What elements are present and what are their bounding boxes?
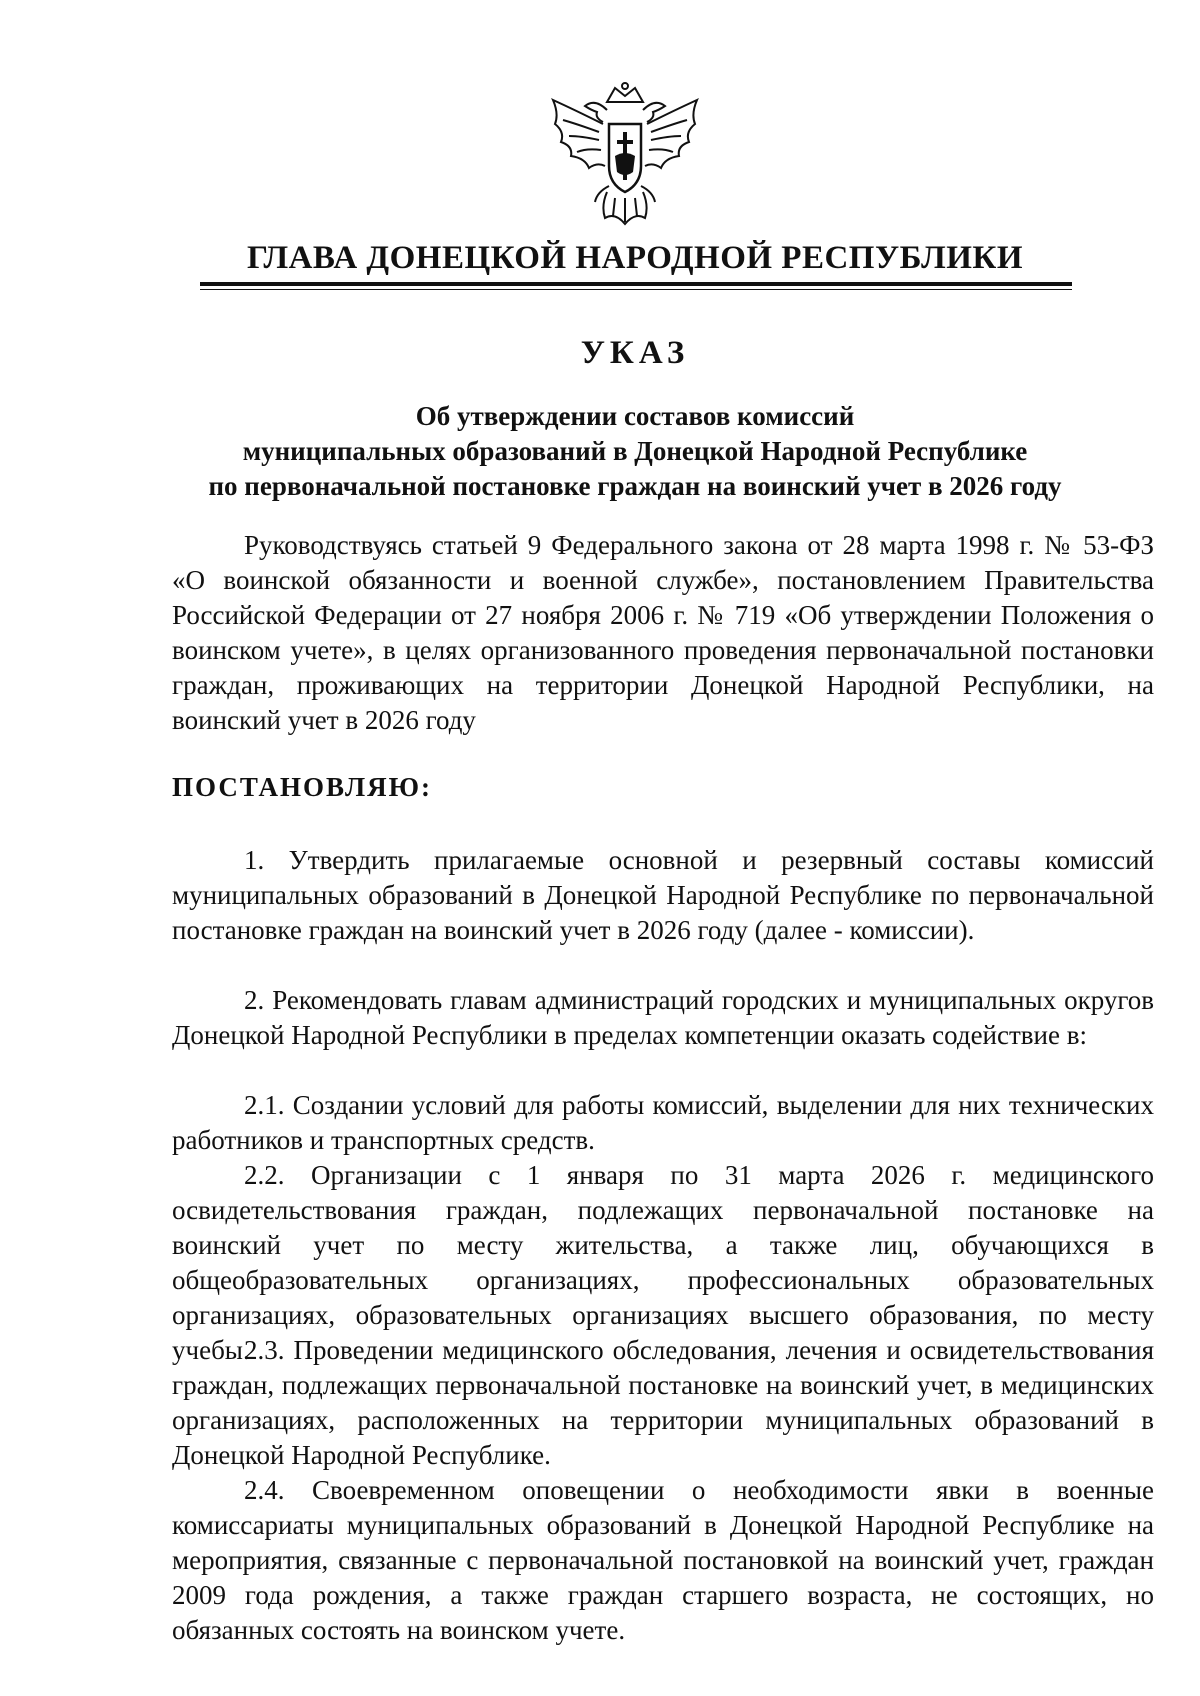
decree-word: ПОСТАНОВЛЯЮ: <box>172 772 432 802</box>
document-title <box>170 399 1100 504</box>
issuing-authority: ГЛАВА ДОНЕЦКОЙ НАРОДНОЙ РЕСПУБЛИКИ <box>246 240 1024 276</box>
clause-2: 2. Рекомендовать главам администраций городских и муниципальных округов Донецкой Народной Республики в пределах компетенции оказать содействие в: <box>172 985 1154 1050</box>
title-line-1: Об утверждении составов комиссий <box>415 401 855 431</box>
title-line-2: муниципальных образований в Донецкой Народной Республике <box>242 436 1028 466</box>
clause-2-2: 2.2. Организации с 1 января по 31 марта 2026 г. медицинского освидетельствования граждан, подлежащих первоначальной постановке на воинский учет по месту жительства, а также лиц, обучающихся в общеобразовательных организациях, профессиональных образовательных организациях, образовательных организациях высшего образования, по месту учебы. <box>172 1160 1154 1365</box>
document-type: УКАЗ <box>580 335 690 371</box>
clause-2-3: 2.3. Проведении медицинского обследования, лечения и освидетельствования граждан, подлежащих первоначальной постановке на воинский учет, в медицинских организациях, расположенных на территории муниципальных образований в Донецкой Народной Республике. <box>172 1335 1154 1470</box>
clause-2-4: 2.4. Своевременном оповещении о необходимости явки в военные комиссариаты муниципальных образований в Донецкой Народной Республике на мероприятия, связанные с первоначальной постановкой на воинский учет, граждан 2009 года рождения, а также граждан старшего возраста, не состоящих, но обязанных состоять на воинском учете. <box>172 1475 1154 1645</box>
clause-1: 1. Утвердить прилагаемые основной и резервный составы комиссий муниципальных образований в Донецкой Народной Республике по первоначальной постановке граждан на воинский учет в 2026 году (далее - комиссии). <box>172 845 1154 945</box>
header-rule-thick <box>200 282 1072 286</box>
header-rule-thin <box>200 289 1072 290</box>
title-line-3: по первоначальной постановке граждан на воинский учет в 2026 году <box>208 471 1062 501</box>
coat-of-arms-icon <box>545 80 705 230</box>
preamble-paragraph: Руководствуясь статьей 9 Федерального закона от 28 марта 1998 г. № 53-ФЗ «О воинской обязанности и военной службе», постановлением Правительства Российской Федерации от 27 ноября 2006 г. № 719 «Об утверждении Положения о воинском учете», в целях организованного проведения первоначальной постановки граждан, проживающих на территории Донецкой Народной Республики, на воинский учет в 2026 году <box>172 530 1154 735</box>
clause-2-1: 2.1. Создании условий для работы комиссий, выделении для них технических работников и транспортных средств. <box>172 1090 1154 1155</box>
